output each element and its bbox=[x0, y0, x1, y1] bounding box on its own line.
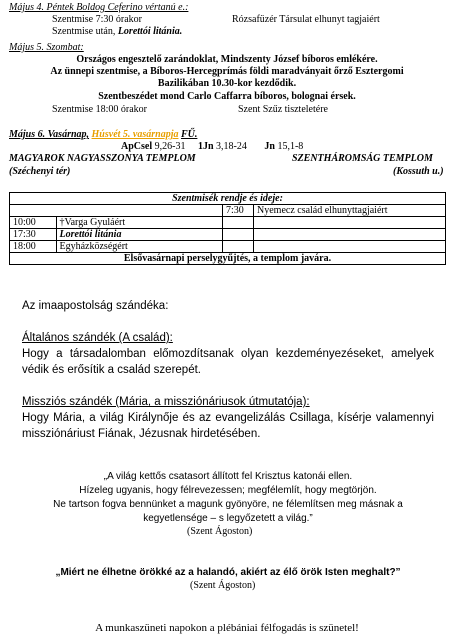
prayer-title: Az imaapostolság szándéka: bbox=[22, 300, 169, 312]
quote2-author: (Szent Ágoston) bbox=[190, 580, 256, 591]
row-intention: Egyházközségért bbox=[56, 241, 223, 253]
right-time: 7:30 bbox=[223, 205, 254, 217]
may4-heading: Május 4. Péntek Boldog Ceferino vértanú e.: bbox=[9, 2, 189, 13]
table-row bbox=[10, 205, 446, 217]
may5-mass-time: Szentmise 18:00 órakor bbox=[52, 104, 147, 115]
row-time: 17:30 bbox=[10, 229, 57, 241]
quote1-line1: „A világ kettős csatasort állított fel Krisztus katonái ellen. bbox=[103, 471, 353, 482]
right-intention: Nyemecz család elhunyttagjaiért bbox=[254, 205, 446, 217]
row-intention: Lorettói litánia bbox=[56, 229, 223, 241]
may4-after-prefix: Szentmise után, bbox=[52, 26, 118, 37]
quote2-text: „Miért ne élhetne örökké az a halandó, akiért az élő örök Isten meghalt?” bbox=[55, 567, 401, 578]
quote1-line3: Ne tartson fogva bennünket a magunk gyönyöre, ne félemlítsen meg másnak a bbox=[53, 499, 403, 510]
table-row bbox=[10, 241, 446, 253]
church-right: SZENTHÁROMSÁG TEMPLOM bbox=[292, 153, 433, 164]
church-left: MAGYAROK NAGYASSZONYA TEMPLOM bbox=[9, 153, 196, 164]
may6-heading-prefix: Május 6. Vasárnap, bbox=[9, 129, 90, 140]
row-intention: †Varga Gyuláért bbox=[56, 217, 223, 229]
may4-mass-intention: Rózsafüzér Társulat elhunyt tagjaiért bbox=[232, 14, 380, 25]
closure-notice: A munkaszüneti napokon a plébániai félfogadás is szünetel! bbox=[95, 622, 359, 634]
may5-line4: Szentbeszédet mond Carlo Caffarra bíboros, bolognai érsek. bbox=[98, 91, 356, 102]
may4-after-mass bbox=[52, 26, 182, 38]
may6-heading bbox=[9, 129, 197, 141]
may5-heading: Május 5. Szombat: bbox=[9, 42, 84, 53]
table-header-row bbox=[10, 193, 446, 205]
may4-litany: Lorettói litánia. bbox=[117, 26, 183, 37]
church-left-sub: (Széchenyi tér) bbox=[9, 166, 71, 177]
row-time: 18:00 bbox=[10, 241, 57, 253]
may6-heading-highlight: Húsvét 5. vasárnapja bbox=[91, 129, 179, 140]
reading3-ref: Jn bbox=[264, 141, 275, 152]
table-footer: Elsővasárnapi perselygyűjtés, a templom javára. bbox=[10, 253, 446, 265]
table-row bbox=[10, 217, 446, 229]
quote1-line2: Hízeleg ugyanis, hogy félrevezessen; megfélemlít, hogy megtörjön. bbox=[79, 485, 377, 496]
mission-intention-text: Hogy Mária, a világ Királynője és az evangelizálás Csillaga, kísérje valamennyi missziónáriust Fiának, Jézusnak hirdetésében. bbox=[22, 412, 434, 440]
may5-line1: Országos engesztelő zarándoklat, Mindszenty József bíboros emlékére. bbox=[76, 54, 378, 65]
may5-line3: Bazilikában 10.30-kor kezdődik. bbox=[157, 78, 297, 89]
reading3-val: 15,1-8 bbox=[277, 141, 304, 152]
general-intention-text: Hogy a társadalomban előmozdítsanak olyan kezdeményezéseket, amelyek védik és erősítik a család szerepét. bbox=[22, 348, 434, 376]
may6-readings bbox=[121, 141, 303, 153]
may4-mass-time: Szentmise 7:30 órakor bbox=[52, 14, 142, 25]
may6-heading-suffix: FŰ. bbox=[180, 129, 198, 140]
mission-intention-label: Missziós szándék (Mária, a missziónáriusok útmutatója): bbox=[22, 396, 310, 408]
church-right-sub: (Kossuth u.) bbox=[393, 166, 444, 177]
table-footer-row bbox=[10, 253, 446, 265]
general-intention-label: Általános szándék (A család): bbox=[22, 332, 173, 344]
row-time: 10:00 bbox=[10, 217, 57, 229]
reading1-ref: ApCsel bbox=[121, 141, 153, 152]
reading2-ref: 1Jn bbox=[197, 141, 214, 152]
quote1-author: (Szent Ágoston) bbox=[187, 526, 253, 537]
mass-schedule-table bbox=[9, 192, 446, 265]
may5-mass-intention: Szent Szűz tiszteletére bbox=[238, 104, 328, 115]
reading2-val: 3,18-24 bbox=[216, 141, 247, 152]
table-header: Szentmisék rendje és ideje: bbox=[10, 193, 446, 205]
may5-line2: Az ünnepi szentmise, a Bíboros-Hercegprímás földi maradványait őrző Esztergomi bbox=[50, 66, 404, 77]
reading1-val: 9,26-31 bbox=[154, 141, 186, 152]
table-row bbox=[10, 229, 446, 241]
quote1-line4: kegyetlensége – s legyőzetett a világ.” bbox=[143, 513, 313, 524]
